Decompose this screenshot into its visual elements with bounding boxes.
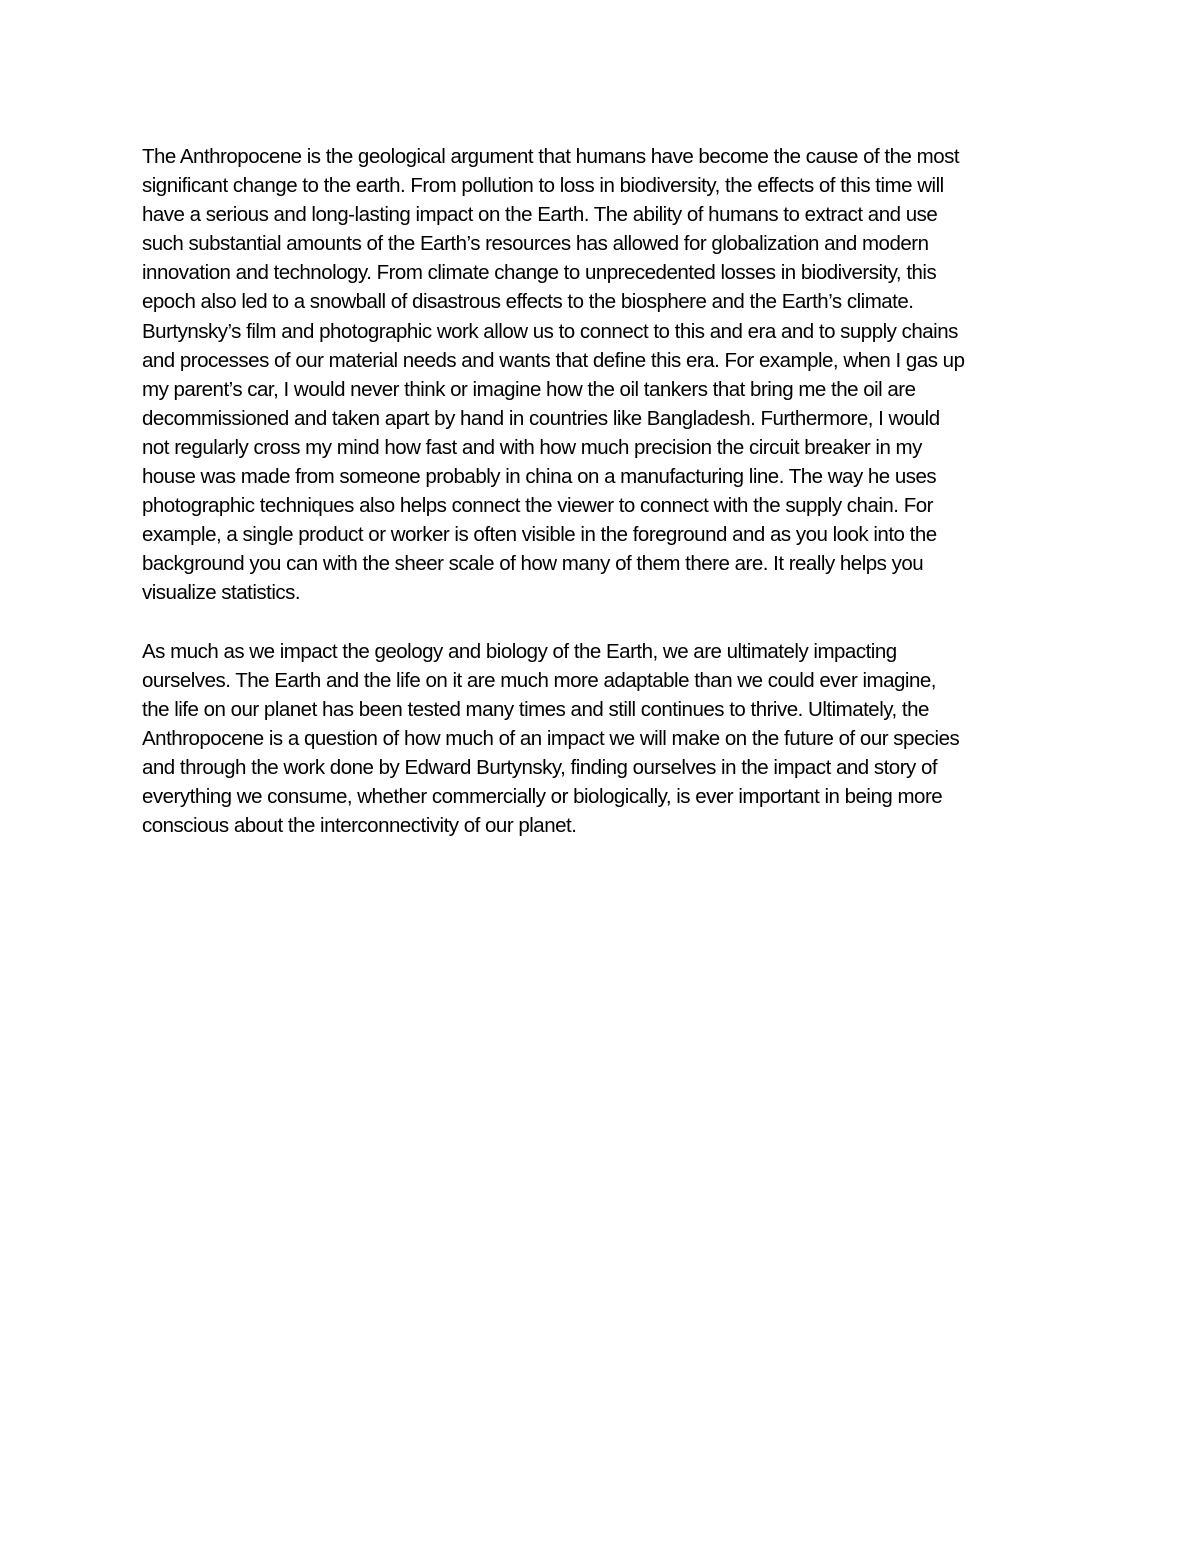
text-line: house was made from someone probably in china on a manufacturing line. The way he uses xyxy=(142,465,937,489)
text-line: and processes of our material needs and wants that define this era. For example, when I gas up xyxy=(142,348,965,372)
text-line: significant change to the earth. From pollution to loss in biodiversity, the effects of this time will xyxy=(142,174,944,198)
text-line: The Anthropocene is the geological argument that humans have become the cause of the most xyxy=(142,145,960,168)
text-line: Burtynsky’s film and photographic work allow us to connect to this and era and to supply chains xyxy=(142,319,958,343)
text-line: have a serious and long-lasting impact on the Earth. The ability of humans to extract and use xyxy=(142,203,938,227)
text-line: not regularly cross my mind how fast and with how much precision the circuit breaker in my xyxy=(142,435,922,459)
paragraph-1 xyxy=(142,142,1072,608)
text-line: visualize statistics. xyxy=(142,581,301,605)
text-line: background you can with the sheer scale of how many of them there are. It really helps you xyxy=(142,552,924,576)
text-line: Anthropocene is a question of how much of an impact we will make on the future of our species xyxy=(142,726,960,750)
text-line: decommissioned and taken apart by hand in countries like Bangladesh. Furthermore, I would xyxy=(142,406,940,430)
text-line: photographic techniques also helps connect the viewer to connect with the supply chain. For xyxy=(142,494,933,518)
text-line: everything we consume, whether commercially or biologically, is ever important in being more xyxy=(142,784,943,808)
document-body xyxy=(142,142,1072,840)
text-line: my parent’s car, I would never think or imagine how the oil tankers that bring me the oil are xyxy=(142,377,916,401)
paragraph-spacer xyxy=(142,608,1072,637)
paragraph-2 xyxy=(142,637,1072,841)
text-line: ourselves. The Earth and the life on it are much more adaptable than we could ever imagine, xyxy=(142,668,936,692)
text-line: innovation and technology. From climate change to unprecedented losses in biodiversity, this xyxy=(142,261,937,285)
text-line: the life on our planet has been tested many times and still continues to thrive. Ultimately, the xyxy=(142,697,929,721)
text-line: conscious about the interconnectivity of our planet. xyxy=(142,814,577,838)
text-line: As much as we impact the geology and biology of the Earth, we are ultimately impacting xyxy=(142,639,897,663)
text-line: such substantial amounts of the Earth’s resources has allowed for globalization and modern xyxy=(142,232,929,256)
text-line: and through the work done by Edward Burtynsky, finding ourselves in the impact and story of xyxy=(142,755,938,779)
text-line: epoch also led to a snowball of disastrous effects to the biosphere and the Earth’s climate. xyxy=(142,290,914,314)
text-line: example, a single product or worker is often visible in the foreground and as you look into the xyxy=(142,523,937,547)
